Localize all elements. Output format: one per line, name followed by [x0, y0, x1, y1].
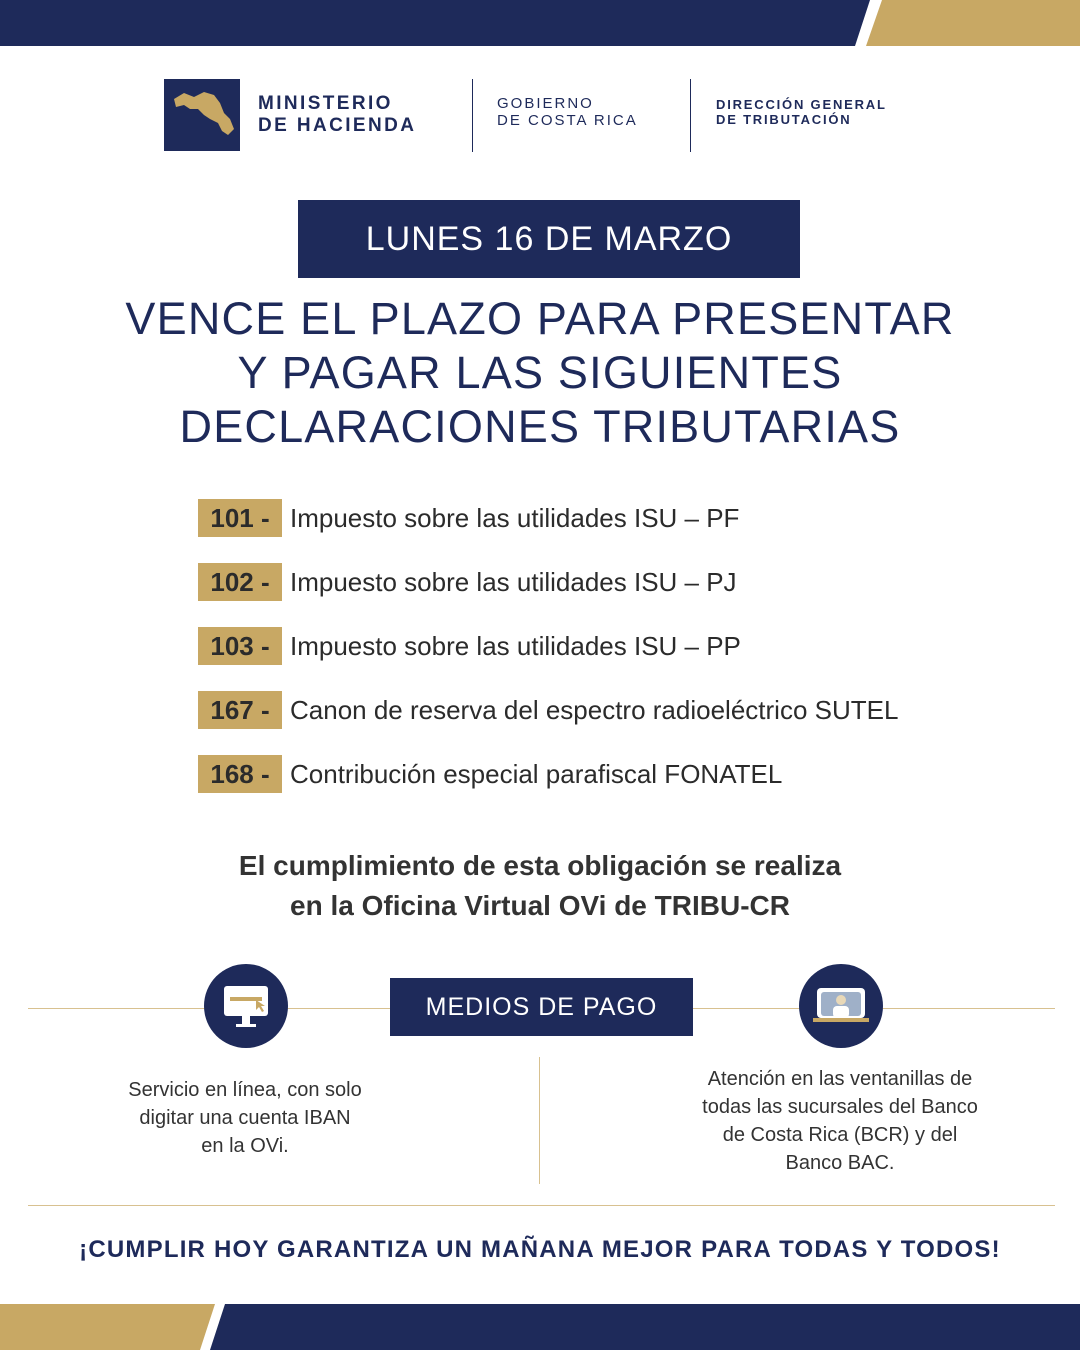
online-line-2: digitar una cuenta IBAN	[139, 1107, 351, 1129]
date-banner: LUNES 16 DE MARZO	[298, 200, 800, 278]
headline-line-1: VENCE EL PLAZO PARA PRESENTAR	[125, 293, 955, 344]
gobierno-line-1: GOBIERNO	[497, 95, 594, 112]
payment-divider	[539, 1057, 540, 1184]
ministerio-line-1: MINISTERIO	[258, 93, 393, 114]
list-item	[198, 690, 898, 730]
item-description: Contribución especial parafiscal FONATEL	[290, 758, 783, 789]
headline-line-3: DECLARACIONES TRIBUTARIAS	[179, 401, 901, 452]
computer-icon	[204, 964, 288, 1048]
list-item	[198, 498, 739, 538]
slogan: ¡CUMPLIR HOY GARANTIZA UN MAÑANA MEJOR PARA TODAS Y TODOS!	[79, 1236, 1001, 1263]
gobierno-title	[497, 95, 638, 130]
header-divider	[690, 79, 691, 152]
ministerio-title	[258, 93, 416, 137]
code-badge: 167 -	[198, 691, 282, 729]
divider-line	[28, 1205, 1055, 1206]
online-payment-description	[100, 1076, 390, 1160]
code-badge: 101 -	[198, 499, 282, 537]
bank-payment-description	[670, 1065, 1010, 1177]
code-badge: 103 -	[198, 627, 282, 665]
online-line-1: Servicio en línea, con solo	[128, 1079, 362, 1101]
code-badge: 102 -	[198, 563, 282, 601]
compliance-line-1: El cumplimiento de esta obligación se realiza	[238, 850, 842, 881]
headline-line-2: Y PAGAR LAS SIGUIENTES	[237, 347, 843, 398]
compliance-note	[0, 846, 1080, 926]
bank-line-2: todas las sucursales del Banco	[702, 1096, 978, 1118]
gobierno-line-2: DE COSTA RICA	[497, 112, 638, 130]
item-description: Impuesto sobre las utilidades ISU – PJ	[290, 566, 737, 597]
compliance-line-2: en la Oficina Virtual OVi de TRIBU-CR	[290, 890, 790, 921]
list-item	[198, 626, 741, 666]
costa-rica-map-icon	[164, 79, 240, 151]
list-item	[198, 562, 737, 602]
payment-methods-banner: MEDIOS DE PAGO	[390, 978, 693, 1036]
list-item	[198, 754, 782, 794]
bank-line-1: Atención en las ventanillas de	[707, 1068, 973, 1090]
bottom-decorative-band	[0, 1304, 1080, 1350]
bank-teller-icon	[799, 964, 883, 1048]
item-description: Canon de reserva del espectro radioeléctrico SUTEL	[290, 694, 899, 725]
direccion-line-2: DE TRIBUTACIÓN	[716, 111, 852, 127]
item-description: Impuesto sobre las utilidades ISU – PP	[290, 630, 741, 661]
bank-line-4: Banco BAC.	[785, 1152, 895, 1174]
top-decorative-band	[0, 0, 1080, 46]
code-badge: 168 -	[198, 755, 282, 793]
item-description: Impuesto sobre las utilidades ISU – PF	[290, 502, 740, 533]
direccion-title	[716, 98, 887, 128]
header-divider	[472, 79, 473, 152]
headline	[0, 292, 1080, 454]
ministerio-line-2: DE HACIENDA	[258, 114, 417, 136]
bank-line-3: de Costa Rica (BCR) y del	[722, 1124, 958, 1146]
online-line-3: en la OVi.	[201, 1135, 289, 1157]
ministerio-logo	[164, 79, 240, 151]
direccion-line-1: DIRECCIÓN GENERAL	[716, 97, 887, 112]
